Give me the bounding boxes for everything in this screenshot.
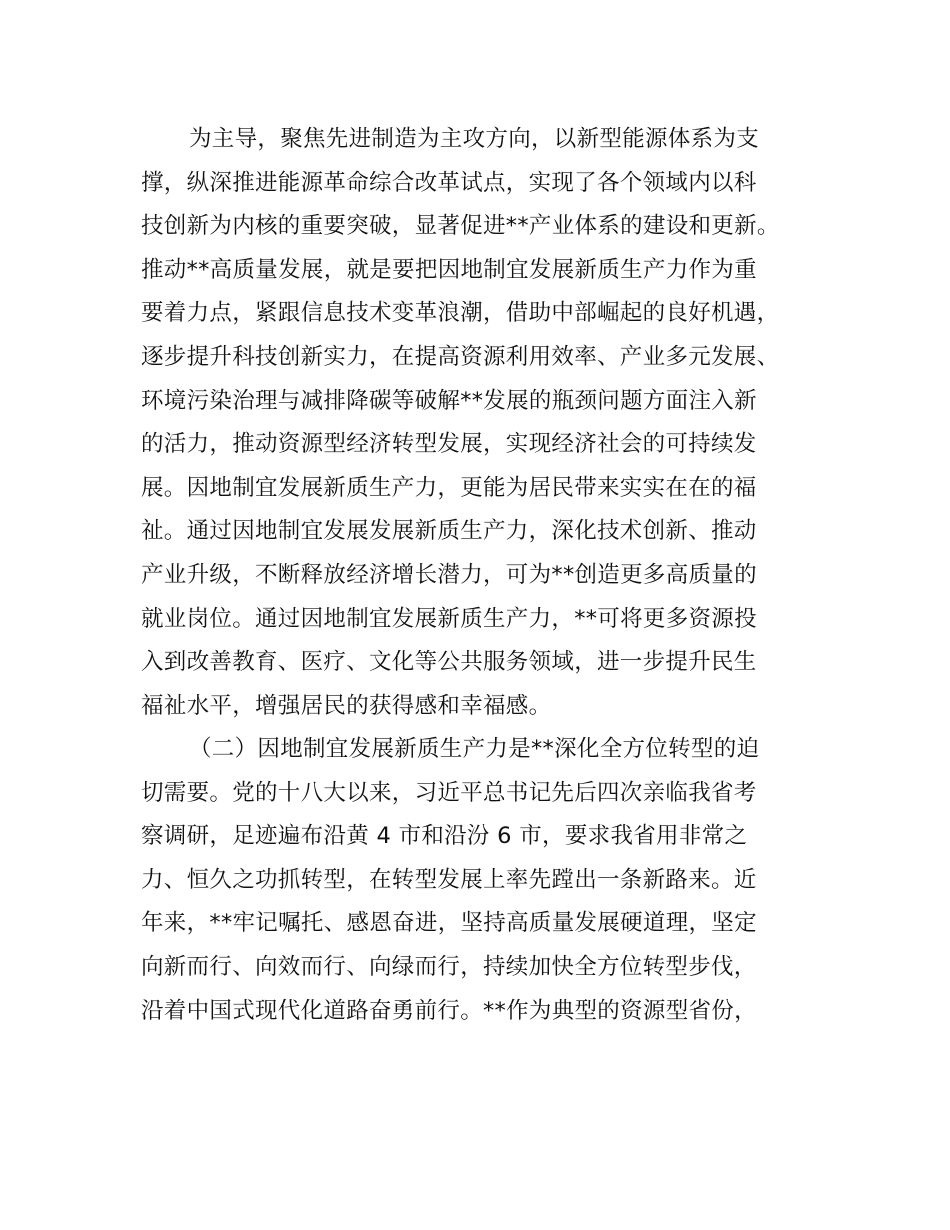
- text-line: 祉。通过因地制宜发展发展新质生产力，深化技术创新、推动: [141, 518, 757, 545]
- text-line: 撑，纵深推进能源革命综合改革试点，实现了各个领域内以科: [141, 169, 757, 196]
- text-line: 向新而行、向效而行、向绿而行，持续加快全方位转型步伐，: [141, 953, 757, 980]
- text-line: 年来，**牢记嘱托、感恩奋进，坚持高质量发展硬道理，坚定: [141, 910, 757, 937]
- text-line: 推动**高质量发展，就是要把因地制宜发展新质生产力作为重: [141, 256, 757, 283]
- text-line: 产业升级，不断释放经济增长潜力，可为**创造更多高质量的: [141, 561, 757, 588]
- text-line: 沿着中国式现代化道路奋勇前行。**作为典型的资源型省份，: [141, 997, 757, 1024]
- text-line: 环境污染治理与减排降碳等破解**发展的瓶颈问题方面注入新: [141, 387, 757, 414]
- text-line: 为主导，聚焦先进制造为主攻方向，以新型能源体系为支: [189, 126, 760, 152]
- text-line: 就业岗位。通过因地制宜发展新质生产力，**可将更多资源投: [141, 605, 757, 632]
- text-line: 入到改善教育、医疗、文化等公共服务领域，进一步提升民生: [141, 649, 757, 676]
- text-line: 技创新为内核的重要突破，显著促进**产业体系的建设和更新。: [141, 213, 780, 240]
- text-line: 力、恒久之功抓转型，在转型发展上率先蹚出一条新路来。近: [141, 866, 757, 893]
- text-line: 福祉水平，增强居民的获得感和幸福感。: [141, 692, 552, 719]
- text-line: 切需要。党的十八大以来，习近平总书记先后四次亲临我省考: [141, 779, 757, 806]
- paragraph-1: [141, 118, 841, 728]
- text-line: 察调研，足迹遍布沿黄 4 市和沿汾 6 市，要求我省用非常之: [141, 823, 748, 850]
- text-line: （二）因地制宜发展新质生产力是**深化全方位转型的迫: [189, 736, 760, 762]
- paragraph-2: [141, 728, 841, 1033]
- text-line: 逐步提升科技创新实力，在提高资源利用效率、产业多元发展、: [141, 343, 780, 370]
- text-line: 的活力，推动资源型经济转型发展，实现经济社会的可持续发: [141, 431, 757, 458]
- text-line: 展。因地制宜发展新质生产力，更能为居民带来实实在在的福: [141, 474, 757, 501]
- text-line: 要着力点，紧跟信息技术变革浪潮，借助中部崛起的良好机遇，: [141, 300, 780, 327]
